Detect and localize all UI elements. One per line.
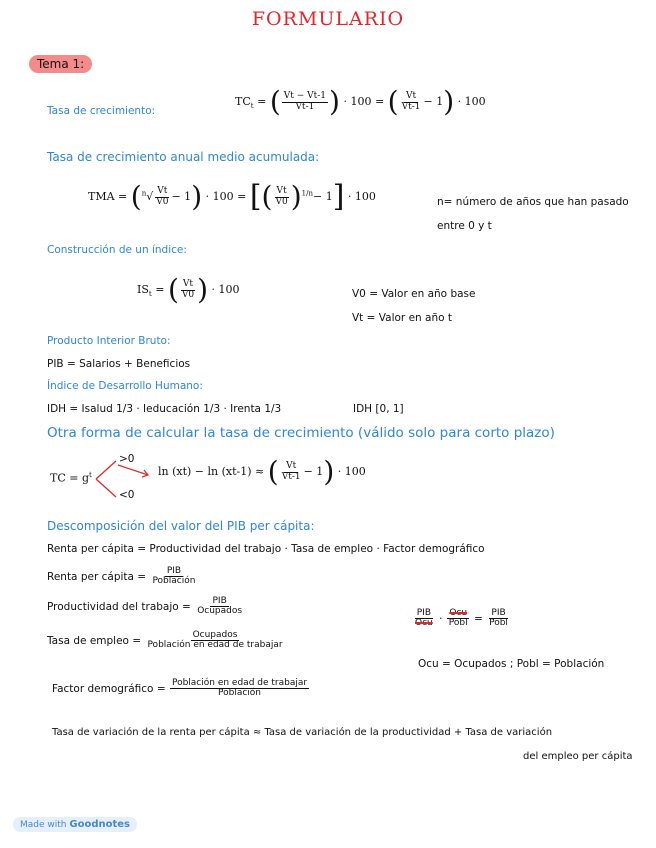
productividad-label: Productividad del trabajo =: [47, 600, 191, 613]
fraction-numerator: Vt: [276, 186, 287, 197]
formula-minus-one: − 1: [423, 95, 444, 108]
fraction-numerator: Ocu: [449, 608, 468, 618]
branch-positive: >0: [119, 453, 135, 465]
fraction-numerator: Ocupados: [192, 630, 238, 640]
formula-lhs: TMA =: [88, 190, 128, 203]
fraction-numerator: PIB: [166, 566, 182, 576]
paren-close: ): [443, 85, 455, 118]
times-sign: ·: [439, 612, 443, 625]
fraction-denominator: Población: [218, 688, 262, 699]
formula-tail: · 100: [337, 465, 366, 478]
fraction-denominator: Vt-1: [281, 471, 301, 482]
fraction-numerator: PIB: [491, 608, 506, 618]
fraction: [487, 609, 510, 629]
bracket-close: ]: [332, 179, 345, 214]
sqrt-icon: √: [146, 190, 154, 203]
variation-statement: Tasa de variación de la renta per cápita ≈ Tasa de variación de la productividad + Tasa de variación: [52, 727, 553, 738]
index-formula: [137, 273, 240, 306]
fraction: [273, 187, 289, 207]
fraction: [180, 280, 196, 300]
fraction-denominator: Pobl: [489, 618, 508, 629]
fraction: [413, 609, 435, 629]
short-term-heading: Otra forma de calcular la tasa de crecimiento (válido solo para corto plazo): [47, 425, 555, 441]
fraction-denominator: Ocupados: [197, 606, 243, 617]
fraction-numerator: PIB: [212, 596, 227, 606]
renta-formula: [47, 567, 198, 587]
paren-open: (: [167, 273, 179, 306]
fraction: [282, 92, 328, 112]
formula-lhs: TC = g: [50, 471, 90, 485]
branch-negative: <0: [119, 489, 135, 501]
factor-label: Factor demográfico =: [52, 682, 166, 695]
tma-heading: Tasa de crecimiento anual medio acumulada:: [47, 150, 320, 164]
index-heading: Construcción de un índice:: [47, 244, 187, 256]
fraction-numerator: Vt − Vt-1: [283, 91, 327, 102]
arrow-icon: [118, 465, 148, 477]
formula-lhs-sub: t: [250, 102, 254, 111]
paren-close: ): [191, 180, 203, 213]
paren-close: ): [323, 455, 335, 488]
fraction-denominator: Vt-1: [295, 101, 315, 112]
short-term-lhs: [50, 471, 92, 485]
empleo-label: Tasa de empleo =: [47, 634, 142, 647]
fraction: [280, 462, 303, 482]
v0-definition: V0 = Valor en año base: [352, 288, 476, 300]
growth-rate-formula: [235, 85, 486, 118]
paren-close: ): [197, 273, 209, 306]
formula-eq: =: [257, 95, 267, 108]
pib-heading: Producto Interior Bruto:: [47, 335, 171, 347]
per-capita-decomposition: Renta per cápita = Productividad del trabajo · Tasa de empleo · Factor demográfico: [47, 543, 485, 555]
fraction-denominator: Población en edad de trabajar: [147, 640, 283, 651]
formula-mid: · 100 =: [343, 95, 385, 108]
fraction: [447, 609, 470, 629]
log-formula: [158, 455, 366, 488]
equals-sign: =: [473, 612, 483, 625]
fraction-numerator: Vt: [157, 186, 168, 197]
fraction-numerator: Vt: [405, 91, 417, 102]
productividad-formula: [47, 597, 245, 617]
idh-formula: IDH = Isalud 1/3 · Ieducación 1/3 · Irenta 1/3: [47, 403, 282, 415]
abbreviation-legend: Ocu = Ocupados ; Pobl = Población: [418, 658, 605, 670]
fraction-denominator: Vt-1: [401, 101, 421, 112]
fraction-numerator: Vt: [286, 461, 297, 472]
pib-formula: PIB = Salarios + Beneficios: [47, 358, 191, 370]
formula-tail: · 100: [457, 95, 486, 108]
paren-open: (: [267, 455, 279, 488]
root-index: n: [141, 189, 147, 198]
formula-lhs-sub: t: [148, 290, 152, 299]
fraction-denominator: Población: [152, 576, 196, 587]
made-with-label: Made with: [20, 820, 67, 830]
fraction-denominator: Pobl: [448, 618, 468, 629]
fraction: [145, 631, 284, 651]
formula-minus-one: − 1: [312, 190, 333, 203]
fraction: [170, 679, 309, 699]
idh-range: IDH [0, 1]: [353, 403, 404, 415]
formula-exponent: 1/n: [301, 189, 313, 198]
growth-rate-heading: Tasa de crecimiento:: [47, 105, 156, 117]
tma-formula: [88, 179, 376, 214]
bracket-open: [: [249, 179, 262, 214]
tema-label: Tema 1:: [29, 55, 92, 73]
per-capita-heading: Descomposición del valor del PIB per cápita:: [47, 519, 315, 533]
formula-lhs: TC: [235, 95, 251, 108]
formula-mid: · 100 =: [205, 190, 247, 203]
formula-minus-one: − 1: [303, 465, 324, 478]
brand-label: Goodnotes: [69, 819, 130, 830]
fraction-denominator: V0: [156, 196, 169, 207]
paren-close: ): [290, 180, 302, 213]
goodnotes-badge: [13, 817, 137, 832]
fraction-numerator: Población en edad de trabajar: [171, 678, 308, 688]
fraction-numerator: Vt: [182, 279, 194, 290]
idh-heading: Índice de Desarrollo Humano:: [47, 380, 203, 392]
paren-close: ): [329, 85, 340, 118]
page-title: FORMULARIO: [251, 8, 405, 30]
factor-formula: [52, 679, 310, 699]
n-definition: n= número de años que han pasado: [437, 196, 629, 208]
variation-statement-cont: del empleo per cápita: [523, 751, 633, 762]
log-difference: ln (xt) − ln (xt-1) ≈: [158, 465, 265, 478]
fraction: [195, 597, 244, 617]
paren-open: (: [269, 85, 281, 118]
n-definition-range: entre 0 y t: [437, 220, 492, 232]
fraction-denominator: V0: [181, 289, 195, 300]
formula-lhs-sup: t: [89, 471, 92, 479]
formula-tail: · 100: [211, 283, 240, 296]
paren-open: (: [130, 180, 142, 213]
cancellation-formula: [412, 609, 511, 629]
fraction-numerator: PIB: [416, 608, 431, 618]
empleo-formula: [47, 631, 286, 651]
fraction: [400, 92, 423, 112]
formula-minus-one: − 1: [171, 190, 192, 203]
fraction-denominator: V0: [275, 196, 288, 207]
fraction: [150, 567, 197, 587]
formula-lhs: IS: [137, 283, 149, 296]
fraction-denominator: Ocu: [415, 618, 433, 629]
paren-open: (: [261, 180, 273, 213]
formula-tail: · 100: [347, 190, 376, 203]
renta-label: Renta per cápita =: [47, 570, 147, 583]
vt-definition: Vt = Valor en año t: [352, 312, 452, 324]
paren-open: (: [387, 85, 399, 118]
fraction: [154, 187, 170, 207]
formula-eq: =: [155, 283, 165, 296]
